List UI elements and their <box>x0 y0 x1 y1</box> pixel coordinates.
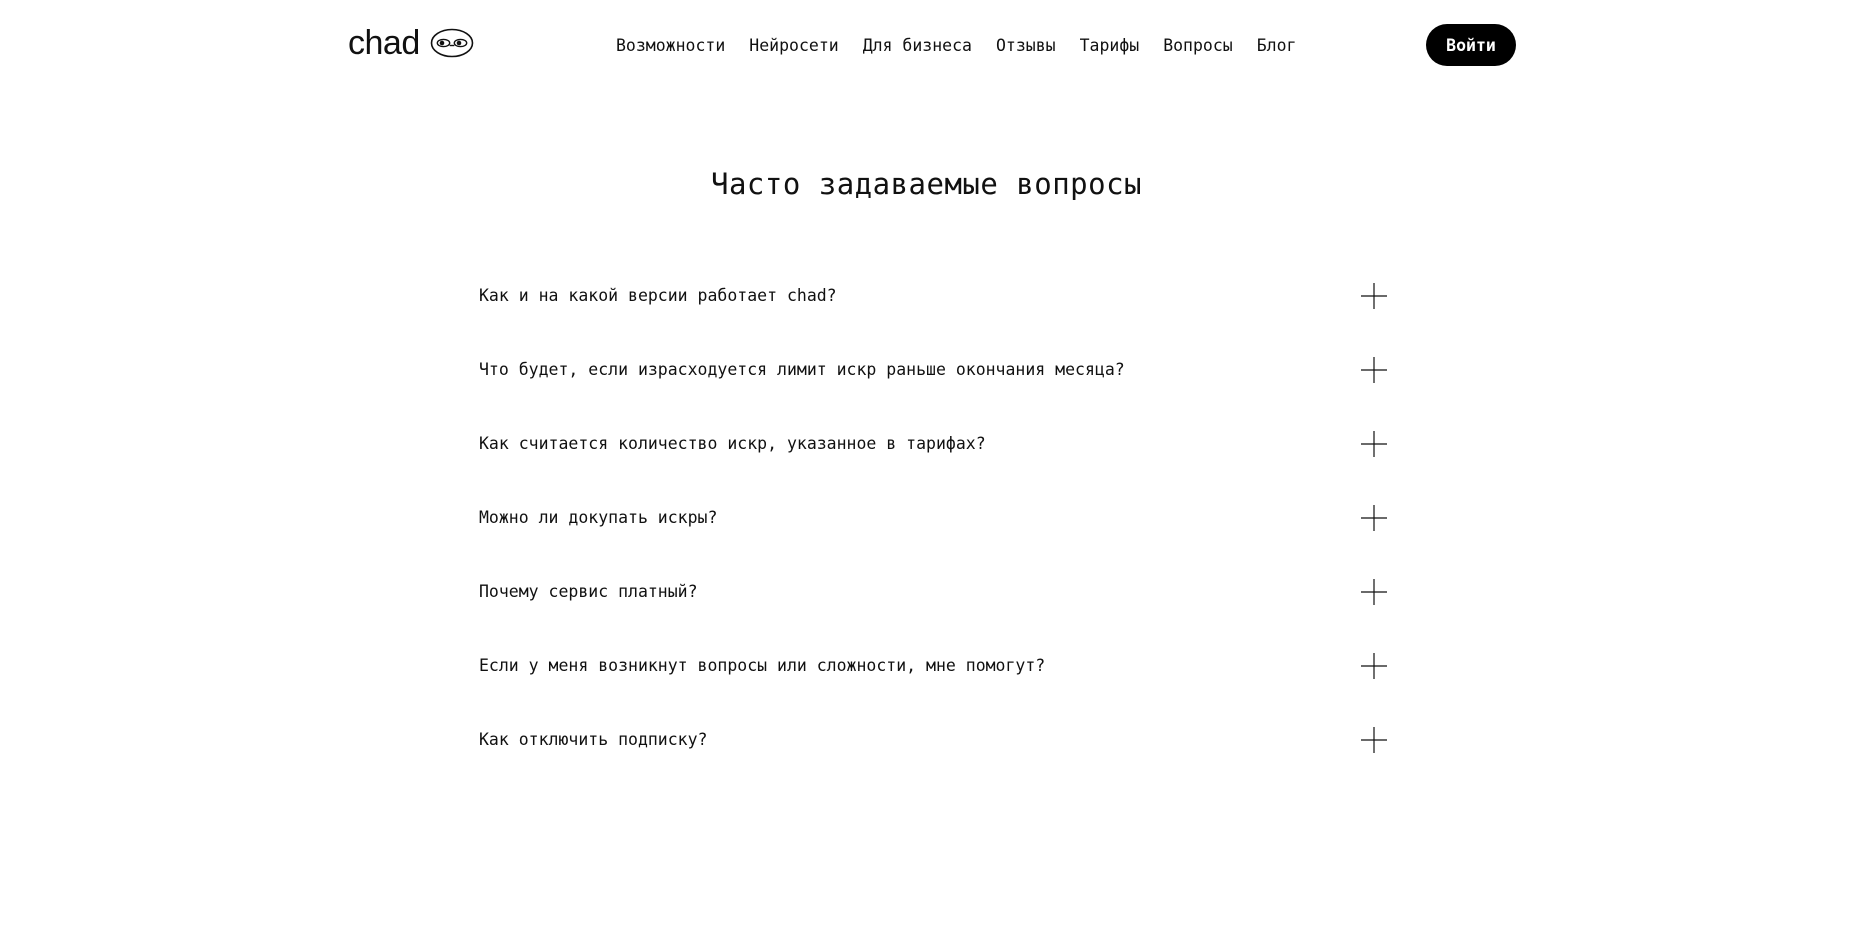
faq-item[interactable] <box>479 703 1389 777</box>
plus-icon[interactable] <box>1361 505 1387 531</box>
plus-icon[interactable] <box>1361 357 1387 383</box>
faq-title: Часто задаваемые вопросы <box>710 167 1143 201</box>
plus-icon[interactable] <box>1361 727 1387 753</box>
plus-icon[interactable] <box>1361 653 1387 679</box>
faq-question: Как и на какой версии работает chad? <box>479 286 837 305</box>
faq-question: Можно ли докупать искры? <box>479 508 718 527</box>
site-header <box>0 0 1853 92</box>
logo[interactable] <box>348 24 474 62</box>
nav-link-faq[interactable]: Вопросы <box>1163 36 1233 55</box>
nav-link-neural-networks[interactable]: Нейросети <box>749 36 839 55</box>
nav-link-features[interactable]: Возможности <box>616 36 726 55</box>
faq-question: Как считается количество искр, указанное в тарифах? <box>479 434 986 453</box>
logo-text: chad <box>348 24 420 62</box>
faq-question: Почему сервис платный? <box>479 582 698 601</box>
plus-icon[interactable] <box>1361 283 1387 309</box>
main-nav <box>616 34 1296 58</box>
faq-item[interactable] <box>479 481 1389 555</box>
nav-link-reviews[interactable]: Отзывы <box>995 36 1056 55</box>
plus-icon[interactable] <box>1361 431 1387 457</box>
login-button[interactable]: Войти <box>1426 24 1516 66</box>
nav-link-pricing[interactable]: Тарифы <box>1079 36 1140 55</box>
faq-question: Как отключить подписку? <box>479 730 708 749</box>
faq-item[interactable] <box>479 333 1389 407</box>
nav-link-business[interactable]: Для бизнеса <box>862 36 972 55</box>
faq-question: Что будет, если израсходуется лимит искр раньше окончания месяца? <box>479 360 1125 379</box>
plus-icon[interactable] <box>1361 579 1387 605</box>
faq-item[interactable] <box>479 629 1389 703</box>
faq-list <box>479 259 1389 777</box>
faq-item[interactable] <box>479 555 1389 629</box>
eyes-icon <box>430 28 474 58</box>
nav-link-blog[interactable]: Блог <box>1256 36 1297 55</box>
faq-item[interactable] <box>479 407 1389 481</box>
faq-item[interactable] <box>479 259 1389 333</box>
faq-question: Если у меня возникнут вопросы или сложности, мне помогут? <box>479 656 1046 675</box>
